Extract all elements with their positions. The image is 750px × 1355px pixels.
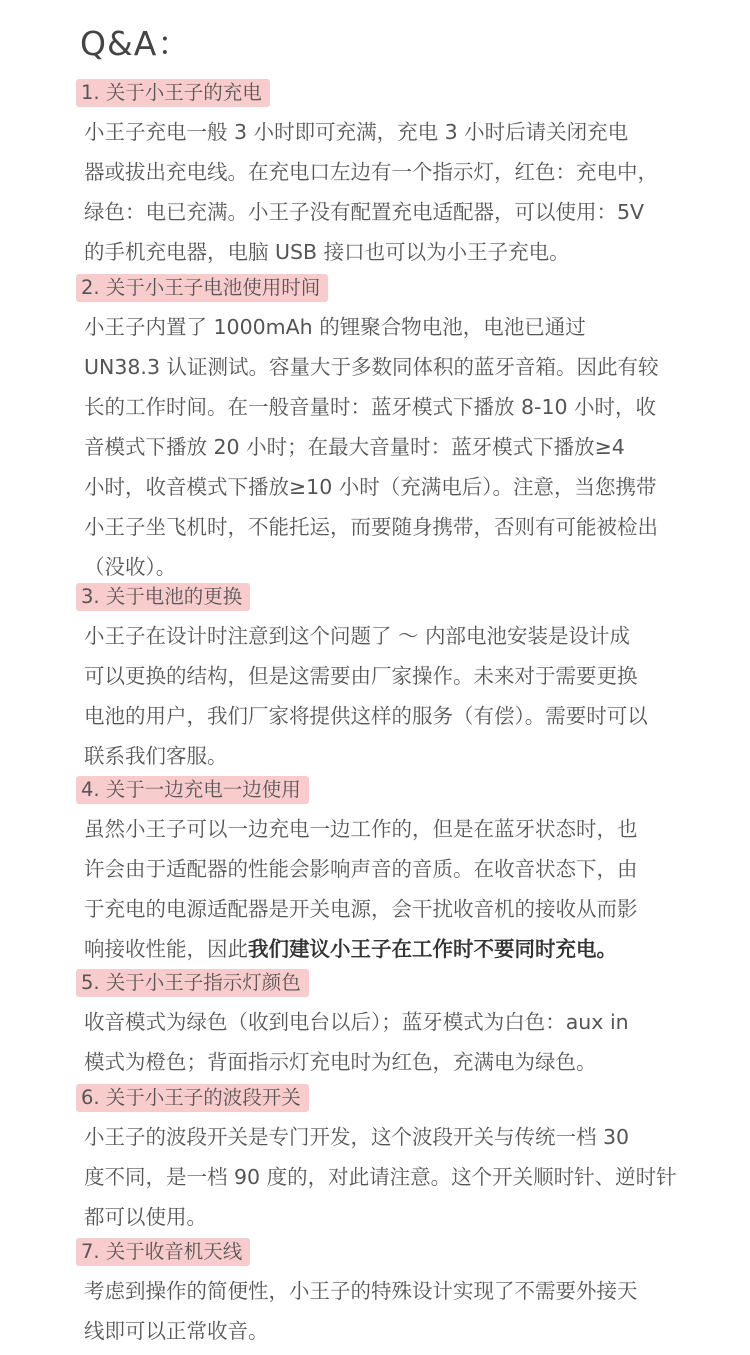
section-body-6 xyxy=(84,1117,677,1237)
section-heading-1: 1. 关于小王子的充电 xyxy=(76,79,270,107)
body-line: 小时，收音模式下播放≥10 小时（充满电后）。注意，当您携带 xyxy=(84,475,657,499)
body-line: 模式为橙色；背面指示灯充电时为红色，充满电为绿色。 xyxy=(84,1050,597,1074)
body-line: UN38.3 认证测试。容量大于多数同体积的蓝牙音箱。因此有较 xyxy=(84,355,659,379)
section-heading-3: 3. 关于电池的更换 xyxy=(76,583,250,611)
body-line: 小王子的波段开关是专门开发，这个波段开关与传统一档 30 xyxy=(84,1125,630,1149)
body-line: 小王子在设计时注意到这个问题了 ～ 内部电池安装是设计成 xyxy=(84,624,631,648)
body-line: 小王子充电一般 3 小时即可充满，充电 3 小时后请关闭充电 xyxy=(84,120,629,144)
body-line: 联系我们客服。 xyxy=(84,744,228,768)
section-body-1 xyxy=(84,112,670,272)
body-line: 小王子坐飞机时，不能托运，而要随身携带，否则有可能被检出 xyxy=(84,515,658,539)
section-body-7 xyxy=(84,1271,670,1351)
body-line: 小王子内置了 1000mAh 的锂聚合物电池，电池已通过 xyxy=(84,315,586,339)
section-heading-2: 2. 关于小王子电池使用时间 xyxy=(76,274,328,302)
section-heading-5: 5. 关于小王子指示灯颜色 xyxy=(76,969,309,997)
section-body-3 xyxy=(84,616,670,776)
body-line: 器或拔出充电线。在充电口左边有一个指示灯，红色：充电中， xyxy=(84,160,658,184)
body-line: 电池的用户，我们厂家将提供这样的服务（有偿）。需要时可以 xyxy=(84,704,648,728)
body-line: 可以更换的结构，但是这需要由厂家操作。未来对于需要更换 xyxy=(84,664,638,688)
body-line: 收音模式为绿色（收到电台以后）；蓝牙模式为白色：aux in xyxy=(84,1010,629,1034)
body-line: 都可以使用。 xyxy=(84,1205,207,1229)
body-line: 长的工作时间。在一般音量时：蓝牙模式下播放 8-10 小时，收 xyxy=(84,395,657,419)
page-title: Q&A： xyxy=(80,24,192,63)
section-body-5 xyxy=(84,1002,670,1082)
body-line: 于充电的电源适配器是开关电源，会干扰收音机的接收从而影 xyxy=(84,897,638,921)
body-line: 考虑到操作的简便性，小王子的特殊设计实现了不需要外接天 xyxy=(84,1279,638,1303)
plain-text: 响接收性能，因此 xyxy=(84,937,248,961)
section-body-4 xyxy=(84,809,670,969)
body-line: 的手机充电器，电脑 USB 接口也可以为小王子充电。 xyxy=(84,240,570,264)
section-body-2 xyxy=(84,307,670,587)
body-line: 许会由于适配器的性能会影响声音的音质。在收音状态下，由 xyxy=(84,857,638,881)
section-heading-7: 7. 关于收音机天线 xyxy=(76,1238,250,1266)
body-line: 线即可以正常收音。 xyxy=(84,1319,269,1343)
emphasis-text: 我们建议小王子在工作时不要同时充电。 xyxy=(248,937,617,961)
body-line: 绿色：电已充满。小王子没有配置充电适配器，可以使用：5V xyxy=(84,200,645,224)
body-line: 虽然小王子可以一边充电一边工作的，但是在蓝牙状态时，也 xyxy=(84,817,638,841)
body-line: 音模式下播放 20 小时；在最大音量时：蓝牙模式下播放≥4 xyxy=(84,435,625,459)
body-line: （没收）。 xyxy=(84,555,177,579)
section-heading-6: 6. 关于小王子的波段开关 xyxy=(76,1084,309,1112)
section-heading-4: 4. 关于一边充电一边使用 xyxy=(76,776,309,804)
body-line: 度不同，是一档 90 度的，对此请注意。这个开关顺时针、逆时针 xyxy=(84,1165,677,1189)
body-line-emphasis xyxy=(84,929,670,969)
